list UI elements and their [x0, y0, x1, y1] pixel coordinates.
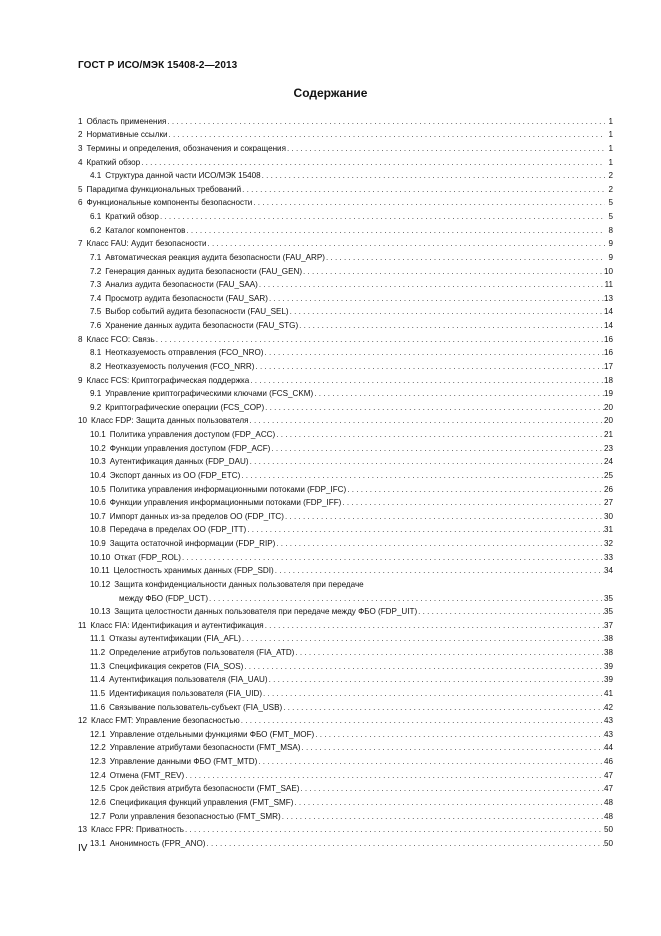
toc-entry-title: Класс FCO: Связь	[86, 334, 155, 344]
toc-entry-title: Автоматическая реакция аудита безопасности (FAU_ARP)	[105, 252, 325, 262]
toc-entry-number: 8.1	[90, 348, 102, 358]
dot-leader	[185, 226, 605, 235]
toc-entry-title: Функции управления доступом (FDP_ACF)	[109, 443, 271, 453]
toc-entry-page: 33	[603, 552, 613, 562]
dot-leader	[184, 825, 604, 834]
dot-leader	[206, 839, 604, 848]
toc-entry-title: Парадигма функциональных требований	[86, 184, 242, 194]
dot-leader	[325, 253, 605, 262]
toc-entry[interactable]	[78, 180, 613, 194]
toc-entry-number: 10.3	[90, 457, 106, 467]
toc-entry-number: 10.9	[90, 539, 106, 548]
toc-entry[interactable]	[78, 248, 613, 262]
toc-entry-number: 13.1	[90, 838, 106, 848]
toc-entry[interactable]	[78, 194, 613, 208]
toc-entry[interactable]	[78, 139, 613, 153]
toc-entry-page: 5	[608, 198, 613, 208]
toc-entry[interactable]	[78, 112, 613, 126]
toc-entry-number: 11.1	[90, 634, 106, 644]
toc-entry-page: 32	[603, 539, 613, 548]
toc-entry-number: 12.5	[90, 784, 106, 794]
toc-entry[interactable]	[78, 752, 613, 766]
toc-entry-title: Просмотр аудита безопасности (FAU_SAR)	[105, 293, 268, 303]
dot-leader	[241, 634, 604, 643]
toc-entry-title: Неотказуемость отправления (FCO_NRO)	[105, 348, 264, 358]
toc-entry-page: 43	[603, 729, 613, 739]
toc-entry[interactable]	[78, 780, 613, 794]
toc-entry[interactable]	[78, 739, 613, 753]
toc-entry-page: 20	[603, 416, 613, 426]
toc-entry-page: 2	[608, 184, 613, 194]
dot-leader	[243, 662, 604, 671]
toc-entry[interactable]	[78, 766, 613, 780]
toc-entry[interactable]	[78, 575, 613, 589]
toc-entry-title: Краткий обзор	[86, 157, 141, 167]
document-header: ГОСТ Р ИСО/МЭК 15408-2—2013	[78, 60, 238, 71]
dot-leader	[268, 294, 604, 303]
toc-entry[interactable]	[78, 712, 613, 726]
toc-entry-title: Политика управления доступом (FDP_ACC)	[109, 430, 276, 439]
toc-entry[interactable]	[78, 371, 613, 385]
toc-entry-page: 41	[603, 688, 613, 698]
dot-leader	[241, 185, 605, 194]
toc-entry-page: 1	[608, 143, 613, 153]
toc-entry-page: 16	[603, 348, 613, 358]
dot-leader	[299, 784, 604, 793]
dot-leader	[140, 158, 605, 167]
toc-entry-title: Идентификация пользователя (FIA_UID)	[109, 688, 263, 698]
toc-entry-page: 17	[603, 361, 613, 371]
toc-entry-number: 12.1	[90, 729, 106, 739]
toc-entry[interactable]	[78, 262, 613, 276]
toc-entry-title: Защита остаточной информации (FDP_RIP)	[109, 539, 276, 548]
dot-leader	[346, 485, 604, 494]
dot-leader	[261, 171, 605, 180]
dot-leader	[282, 703, 604, 712]
toc-entry-page: 10	[603, 266, 613, 276]
toc-entry-number: 11.3	[90, 661, 106, 671]
toc-entry-title: Термины и определения, обозначения и сокращения	[86, 143, 286, 153]
dot-leader	[268, 675, 604, 684]
toc-entry-number: 3	[78, 143, 83, 153]
toc-entry-title: Отмена (FMT_REV)	[109, 770, 185, 780]
toc-entry[interactable]	[78, 643, 613, 657]
toc-entry-page: 42	[603, 702, 613, 712]
toc-entry-title: Аутентификация пользователя (FIA_UAU)	[109, 675, 268, 685]
toc-entry[interactable]	[78, 303, 613, 317]
dot-leader	[281, 812, 604, 821]
toc-entry-number: 9.2	[90, 402, 102, 412]
toc-entry-number: 1	[78, 116, 83, 126]
toc-entry-number: 8.2	[90, 361, 102, 371]
toc-entry-page: 50	[603, 825, 613, 835]
dot-leader	[168, 130, 605, 139]
toc-entry[interactable]	[78, 616, 613, 630]
toc-entry-title: Анализ аудита безопасности (FAU_SAA)	[105, 280, 258, 290]
toc-entry-number: 7.2	[90, 266, 102, 276]
toc-entry-title: Управление криптографическими ключами (FCS_CKM)	[105, 389, 314, 399]
toc-entry-title: Анонимность (FPR_ANO)	[109, 838, 206, 848]
toc-entry-number: 7.6	[90, 321, 102, 330]
toc-entry-page: 34	[603, 566, 613, 576]
toc-entry[interactable]	[78, 398, 613, 412]
toc-entry[interactable]	[78, 235, 613, 249]
toc-entry-page: 11	[604, 280, 613, 290]
toc-entry[interactable]	[78, 603, 613, 617]
toc-entry[interactable]	[78, 412, 613, 426]
dot-leader	[298, 321, 604, 330]
dot-leader	[246, 525, 604, 534]
toc-entry-page: 26	[603, 484, 613, 494]
toc-entry-page: 18	[603, 375, 613, 385]
toc-entry-number: 10.10	[90, 552, 111, 562]
toc-entry[interactable]	[78, 562, 613, 576]
toc-entry[interactable]	[78, 330, 613, 344]
toc-entry-number: 7.4	[90, 293, 102, 303]
toc-entry-title: Краткий обзор	[105, 212, 159, 221]
toc-entry-title: Связывание пользователь-субъект (FIA_USB)	[109, 702, 283, 712]
dot-leader	[270, 444, 604, 453]
toc-entry[interactable]	[78, 480, 613, 494]
toc-entry-page: 48	[603, 811, 613, 821]
toc-entry[interactable]	[78, 316, 613, 330]
toc-entry-title: Класс FDP: Защита данных пользователя	[91, 416, 249, 426]
dot-leader	[207, 239, 606, 248]
toc-entry-number: 8	[78, 334, 83, 344]
dot-leader	[155, 335, 604, 344]
toc-entry-title: Управление данными ФБО (FMT_MTD)	[109, 757, 258, 766]
toc-entry-title: Область применения	[86, 116, 167, 126]
toc-entry-number: 12.4	[90, 770, 106, 780]
toc-entry-title: Управление отдельными функциями ФБО (FMT_MOF)	[109, 729, 315, 739]
page-title: Содержание	[293, 86, 368, 100]
toc-entry-number: 5	[78, 184, 83, 194]
toc-entry-number: 13	[78, 825, 88, 835]
toc-entry-title: Защита целостности данных пользователя при передаче между ФБО (FDP_UIT)	[114, 607, 418, 617]
toc-entry-page: 1	[608, 157, 613, 167]
dot-leader	[208, 594, 604, 603]
toc-entry-number: 12.6	[90, 797, 106, 807]
toc-entry-number: 10.13	[90, 607, 111, 617]
toc-entry-title: Защита конфиденциальности данных пользователя при передаче	[114, 579, 364, 589]
toc-entry[interactable]	[78, 671, 613, 685]
toc-entry-number: 7.1	[90, 252, 102, 262]
toc-entry-page: 14	[603, 321, 613, 330]
toc-entry-page: 47	[603, 784, 613, 794]
toc-entry-number: 11	[78, 620, 87, 630]
toc-entry-page: 48	[603, 797, 613, 807]
toc-entry[interactable]	[78, 698, 613, 712]
toc-entry-title: Структура данной части ИСО/МЭК 15408	[105, 171, 261, 181]
toc-entry-title: между ФБО (FDP_UCT)	[119, 593, 209, 603]
dot-leader	[289, 307, 604, 316]
toc-entry-page: 43	[603, 716, 613, 726]
toc-entry-number: 12.7	[90, 811, 106, 821]
toc-entry-page: 30	[603, 511, 613, 521]
dot-leader	[293, 798, 604, 807]
toc-entry-page: 16	[603, 334, 613, 344]
dot-leader	[248, 416, 604, 425]
toc-entry-title: Определение атрибутов пользователя (FIA_ATD)	[109, 648, 295, 657]
toc-entry[interactable]	[78, 126, 613, 140]
toc-entry[interactable]	[78, 657, 613, 671]
toc-entry-page: 13	[603, 293, 613, 303]
toc-entry-page: 8	[608, 225, 613, 235]
toc-entry-page: 23	[603, 443, 613, 453]
toc-entry-page: 14	[603, 307, 613, 317]
toc-entry-number: 11.5	[90, 688, 106, 698]
toc-entry-number: 4.1	[90, 171, 102, 181]
toc-entry-page: 31	[603, 525, 613, 535]
toc-entry[interactable]	[78, 834, 613, 848]
toc-entry[interactable]	[78, 589, 613, 603]
toc-entry-title: Политика управления информационными потоками (FDP_IFC)	[109, 484, 347, 494]
toc-entry-page: 9	[608, 239, 613, 249]
toc-entry[interactable]	[78, 793, 613, 807]
toc-entry-title: Аутентификация данных (FDP_DAU)	[109, 457, 249, 467]
toc-entry-title: Генерация данных аудита безопасности (FAU_GEN)	[105, 266, 303, 276]
toc-entry-page: 38	[603, 648, 613, 657]
toc-entry-number: 11.6	[90, 702, 106, 712]
toc-entry-title: Каталог компонентов	[105, 225, 186, 235]
toc-entry-number: 10.4	[90, 470, 106, 480]
toc-entry-number: 10.12	[90, 579, 111, 589]
toc-entry[interactable]	[78, 425, 613, 439]
toc-entry[interactable]	[78, 507, 613, 521]
toc-entry[interactable]	[78, 357, 613, 371]
dot-leader	[258, 280, 605, 289]
toc-entry-title: Спецификация функций управления (FMT_SMF)	[109, 797, 294, 807]
dot-leader	[314, 730, 604, 739]
toc-entry-title: Импорт данных из-за пределов ОО (FDP_ITC)	[109, 511, 284, 521]
dot-leader	[263, 348, 604, 357]
dot-leader	[286, 144, 605, 153]
toc-entry-page: 1	[608, 116, 613, 126]
toc-entry-page: 38	[603, 634, 613, 644]
toc-entry-number: 11.2	[90, 648, 106, 657]
toc-entry-page: 24	[603, 457, 613, 467]
toc-entry-title: Криптографические операции (FCS_COP)	[105, 402, 265, 412]
dot-leader	[294, 648, 604, 657]
toc-entry-title: Класс FAU: Аудит безопасности	[86, 239, 207, 249]
dot-leader	[302, 267, 604, 276]
toc-entry-number: 10.8	[90, 525, 106, 535]
dot-leader	[313, 389, 604, 398]
toc-entry-number: 10.6	[90, 498, 106, 508]
toc-entry-title: Класс FMT: Управление безопасностью	[91, 716, 240, 726]
table-of-contents	[78, 112, 613, 848]
toc-entry-page: 50	[603, 838, 613, 848]
toc-entry-title: Функции управления информационными потоками (FDP_IFF)	[109, 498, 342, 508]
toc-entry-page: 20	[603, 402, 613, 412]
toc-entry-number: 6	[78, 198, 83, 208]
toc-entry-page: 35	[603, 607, 613, 617]
toc-entry-number: 12	[78, 716, 88, 726]
toc-entry[interactable]	[78, 167, 613, 181]
toc-entry-title: Откат (FDP_ROL)	[114, 552, 181, 562]
toc-entry-number: 10.2	[90, 443, 106, 453]
toc-entry-page: 27	[603, 498, 613, 508]
dot-leader	[252, 198, 605, 207]
toc-entry-number: 6.2	[90, 225, 102, 235]
dot-leader	[184, 771, 604, 780]
toc-entry[interactable]	[78, 725, 613, 739]
dot-leader	[274, 566, 604, 575]
toc-entry-page: 9	[608, 252, 613, 262]
toc-entry[interactable]	[78, 153, 613, 167]
toc-entry[interactable]	[78, 276, 613, 290]
dot-leader	[181, 553, 604, 562]
toc-entry-title: Нормативные ссылки	[86, 130, 168, 140]
toc-entry[interactable]	[78, 289, 613, 303]
toc-entry-page: 46	[603, 757, 613, 766]
toc-entry-number: 9.1	[90, 389, 102, 399]
toc-entry-page: 47	[603, 770, 613, 780]
toc-entry-number: 2	[78, 130, 83, 140]
toc-entry-page: 44	[603, 743, 613, 753]
toc-entry-number: 6.1	[90, 212, 102, 221]
dot-leader	[159, 212, 605, 221]
toc-entry-page: 5	[608, 212, 613, 221]
dot-leader	[284, 512, 604, 521]
toc-entry-title: Роли управления безопасностью (FMT_SMR)	[109, 811, 281, 821]
toc-entry-title: Неотказуемость получения (FCO_NRR)	[105, 361, 255, 371]
toc-entry-number: 12.2	[90, 743, 106, 753]
dot-leader	[240, 716, 604, 725]
toc-entry[interactable]	[78, 385, 613, 399]
toc-entry-number: 12.3	[90, 757, 106, 766]
toc-entry[interactable]	[78, 494, 613, 508]
toc-entry[interactable]	[78, 207, 613, 221]
dot-leader	[262, 689, 604, 698]
toc-entry[interactable]	[78, 548, 613, 562]
dot-leader	[240, 471, 604, 480]
toc-entry-title: Спецификация секретов (FIA_SOS)	[109, 661, 244, 671]
toc-entry-number: 10.5	[90, 484, 106, 494]
toc-entry-page: 1	[608, 130, 613, 140]
toc-entry[interactable]	[78, 821, 613, 835]
toc-entry[interactable]	[78, 344, 613, 358]
dot-leader	[264, 621, 604, 630]
toc-entry[interactable]	[78, 521, 613, 535]
toc-entry[interactable]	[78, 453, 613, 467]
toc-entry-title: Экспорт данных из ОО (FDP_ETC)	[109, 470, 241, 480]
dot-leader	[417, 607, 604, 616]
toc-entry-page: 19	[603, 389, 613, 399]
dot-leader	[264, 403, 604, 412]
toc-entry-title: Класс FPR: Приватность	[91, 825, 185, 835]
toc-entry-page: 35	[603, 593, 613, 603]
dot-leader	[275, 539, 604, 548]
toc-entry-number: 10.11	[90, 566, 110, 576]
toc-entry-title: Срок действия атрибута безопасности (FMT_SAE)	[109, 784, 300, 794]
toc-entry-number: 4	[78, 157, 83, 167]
toc-entry-number: 10.7	[90, 511, 106, 521]
toc-entry[interactable]	[78, 221, 613, 235]
toc-entry[interactable]	[78, 439, 613, 453]
toc-entry-number: 7	[78, 239, 83, 249]
toc-entry-title: Управление атрибутами безопасности (FMT_MSA)	[109, 743, 301, 753]
toc-entry-number: 9	[78, 375, 83, 385]
dot-leader	[166, 117, 605, 126]
toc-entry-title: Функциональные компоненты безопасности	[86, 198, 253, 208]
toc-entry-number: 11.4	[90, 675, 106, 685]
toc-entry-number: 7.3	[90, 280, 102, 290]
dot-leader	[249, 457, 604, 466]
toc-entry-page: 21	[603, 430, 613, 439]
toc-entry-page: 25	[603, 470, 613, 480]
toc-entry-title: Выбор событий аудита безопасности (FAU_SEL)	[105, 307, 289, 317]
toc-entry-page: 39	[603, 675, 613, 685]
toc-entry[interactable]	[78, 807, 613, 821]
toc-entry-number: 7.5	[90, 307, 102, 317]
toc-entry[interactable]	[78, 630, 613, 644]
toc-entry-title: Хранение данных аудита безопасности (FAU_STG)	[105, 321, 299, 330]
toc-entry-page: 2	[608, 171, 613, 181]
toc-entry-number: 10	[78, 416, 88, 426]
toc-entry[interactable]	[78, 466, 613, 480]
dot-leader	[254, 362, 604, 371]
toc-entry-page: 37	[603, 620, 613, 630]
toc-entry-page: 39	[603, 661, 613, 671]
dot-leader	[301, 743, 604, 752]
page-number: IV	[78, 843, 88, 854]
toc-entry[interactable]	[78, 684, 613, 698]
toc-entry-title: Передача в пределах ОО (FDP_ITT)	[109, 525, 247, 535]
toc-entry[interactable]	[78, 534, 613, 548]
toc-entry-title: Класс FCS: Криптографическая поддержка	[86, 375, 250, 385]
toc-entry-title: Целостность хранимых данных (FDP_SDI)	[113, 566, 274, 576]
toc-entry-title: Отказы аутентификации (FIA_AFL)	[109, 634, 241, 644]
toc-entry-number: 10.1	[90, 430, 106, 439]
dot-leader	[341, 498, 604, 507]
dot-leader	[249, 376, 604, 385]
dot-leader	[257, 757, 604, 766]
toc-entry-title: Класс FIA: Идентификация и аутентификация	[90, 620, 264, 630]
dot-leader	[275, 430, 604, 439]
